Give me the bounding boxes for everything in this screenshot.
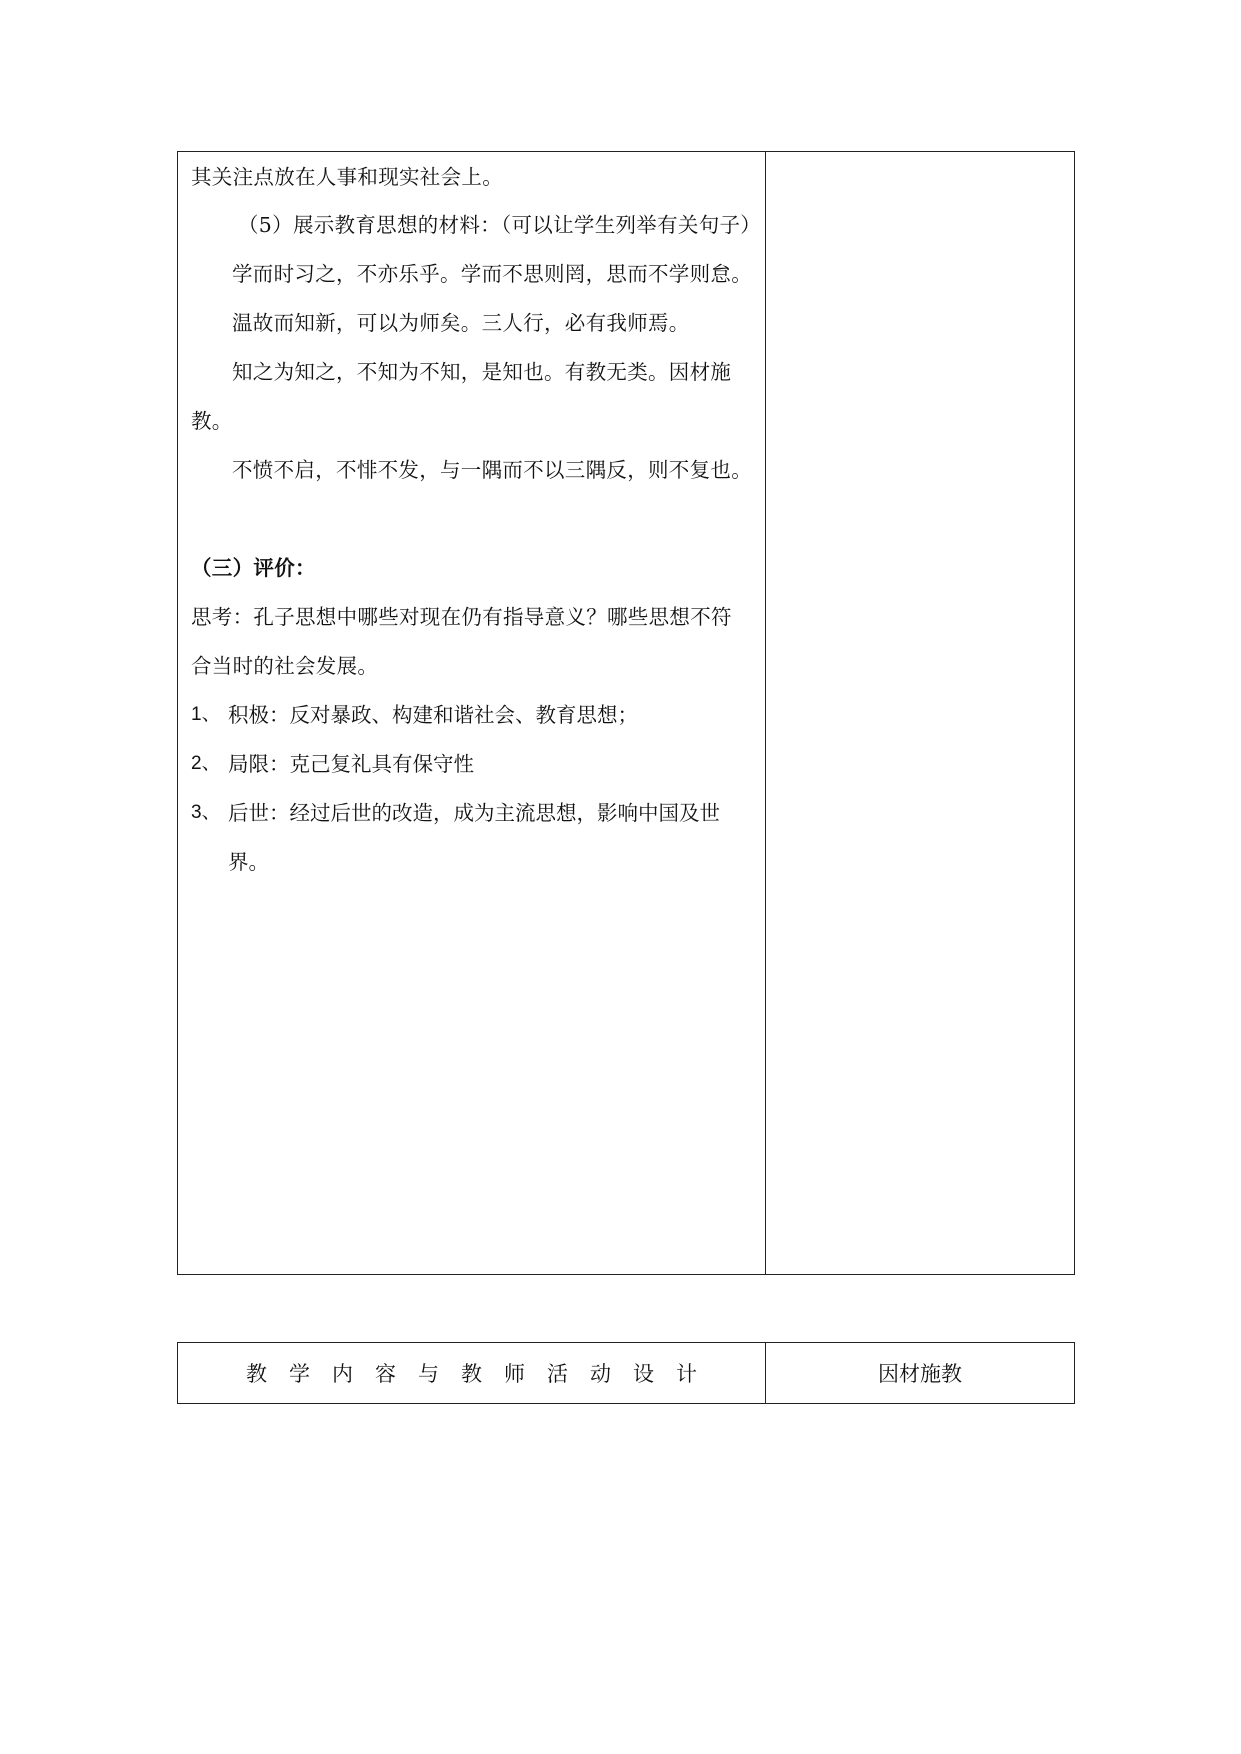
teaching-content-cell (178, 152, 766, 1274)
list-item-number: 2、 (191, 753, 221, 774)
list-item-text: 局限：克己复礼具有保守性 (228, 752, 474, 776)
content-design-header: 教学内容与教师活动设计 (178, 1343, 766, 1403)
quote-line: 不愤不启，不悱不发，与一隅而不以三隅反，则不复也。 (232, 458, 752, 482)
question-line: 合当时的社会发展。 (191, 654, 379, 678)
quote-line: 温故而知新，可以为师矣。三人行，必有我师焉。 (232, 311, 690, 335)
list-item-number: 1、 (191, 704, 221, 725)
quote-line: 教。 (191, 409, 233, 433)
list-item-number: 3、 (191, 802, 221, 823)
quote-line: 学而时习之，不亦乐乎。学而不思则罔，思而不学则怠。 (232, 262, 752, 286)
differentiation-cell (766, 152, 1074, 1274)
list-item-text: 积极：反对暴政、构建和谐社会、教育思想； (228, 703, 638, 727)
content-line: （5）展示教育思想的材料：（可以让学生列举有关句子） (238, 213, 762, 237)
content-line: 其关注点放在人事和现实社会上。 (191, 165, 503, 189)
list-item-text: 后世：经过后世的改造，成为主流思想，影响中国及世 (228, 801, 720, 825)
lesson-content-table (177, 151, 1075, 1275)
quote-line: 知之为知之，不知为不知，是知也。有教无类。因材施 (232, 360, 732, 384)
section-heading: （三）评价： (191, 556, 316, 580)
list-item-continuation: 界。 (228, 850, 269, 874)
lesson-header-table (177, 1342, 1075, 1404)
question-line: 思考：孔子思想中哪些对现在仍有指导意义？哪些思想不符 (191, 605, 732, 629)
differentiation-header: 因材施教 (878, 1362, 962, 1386)
